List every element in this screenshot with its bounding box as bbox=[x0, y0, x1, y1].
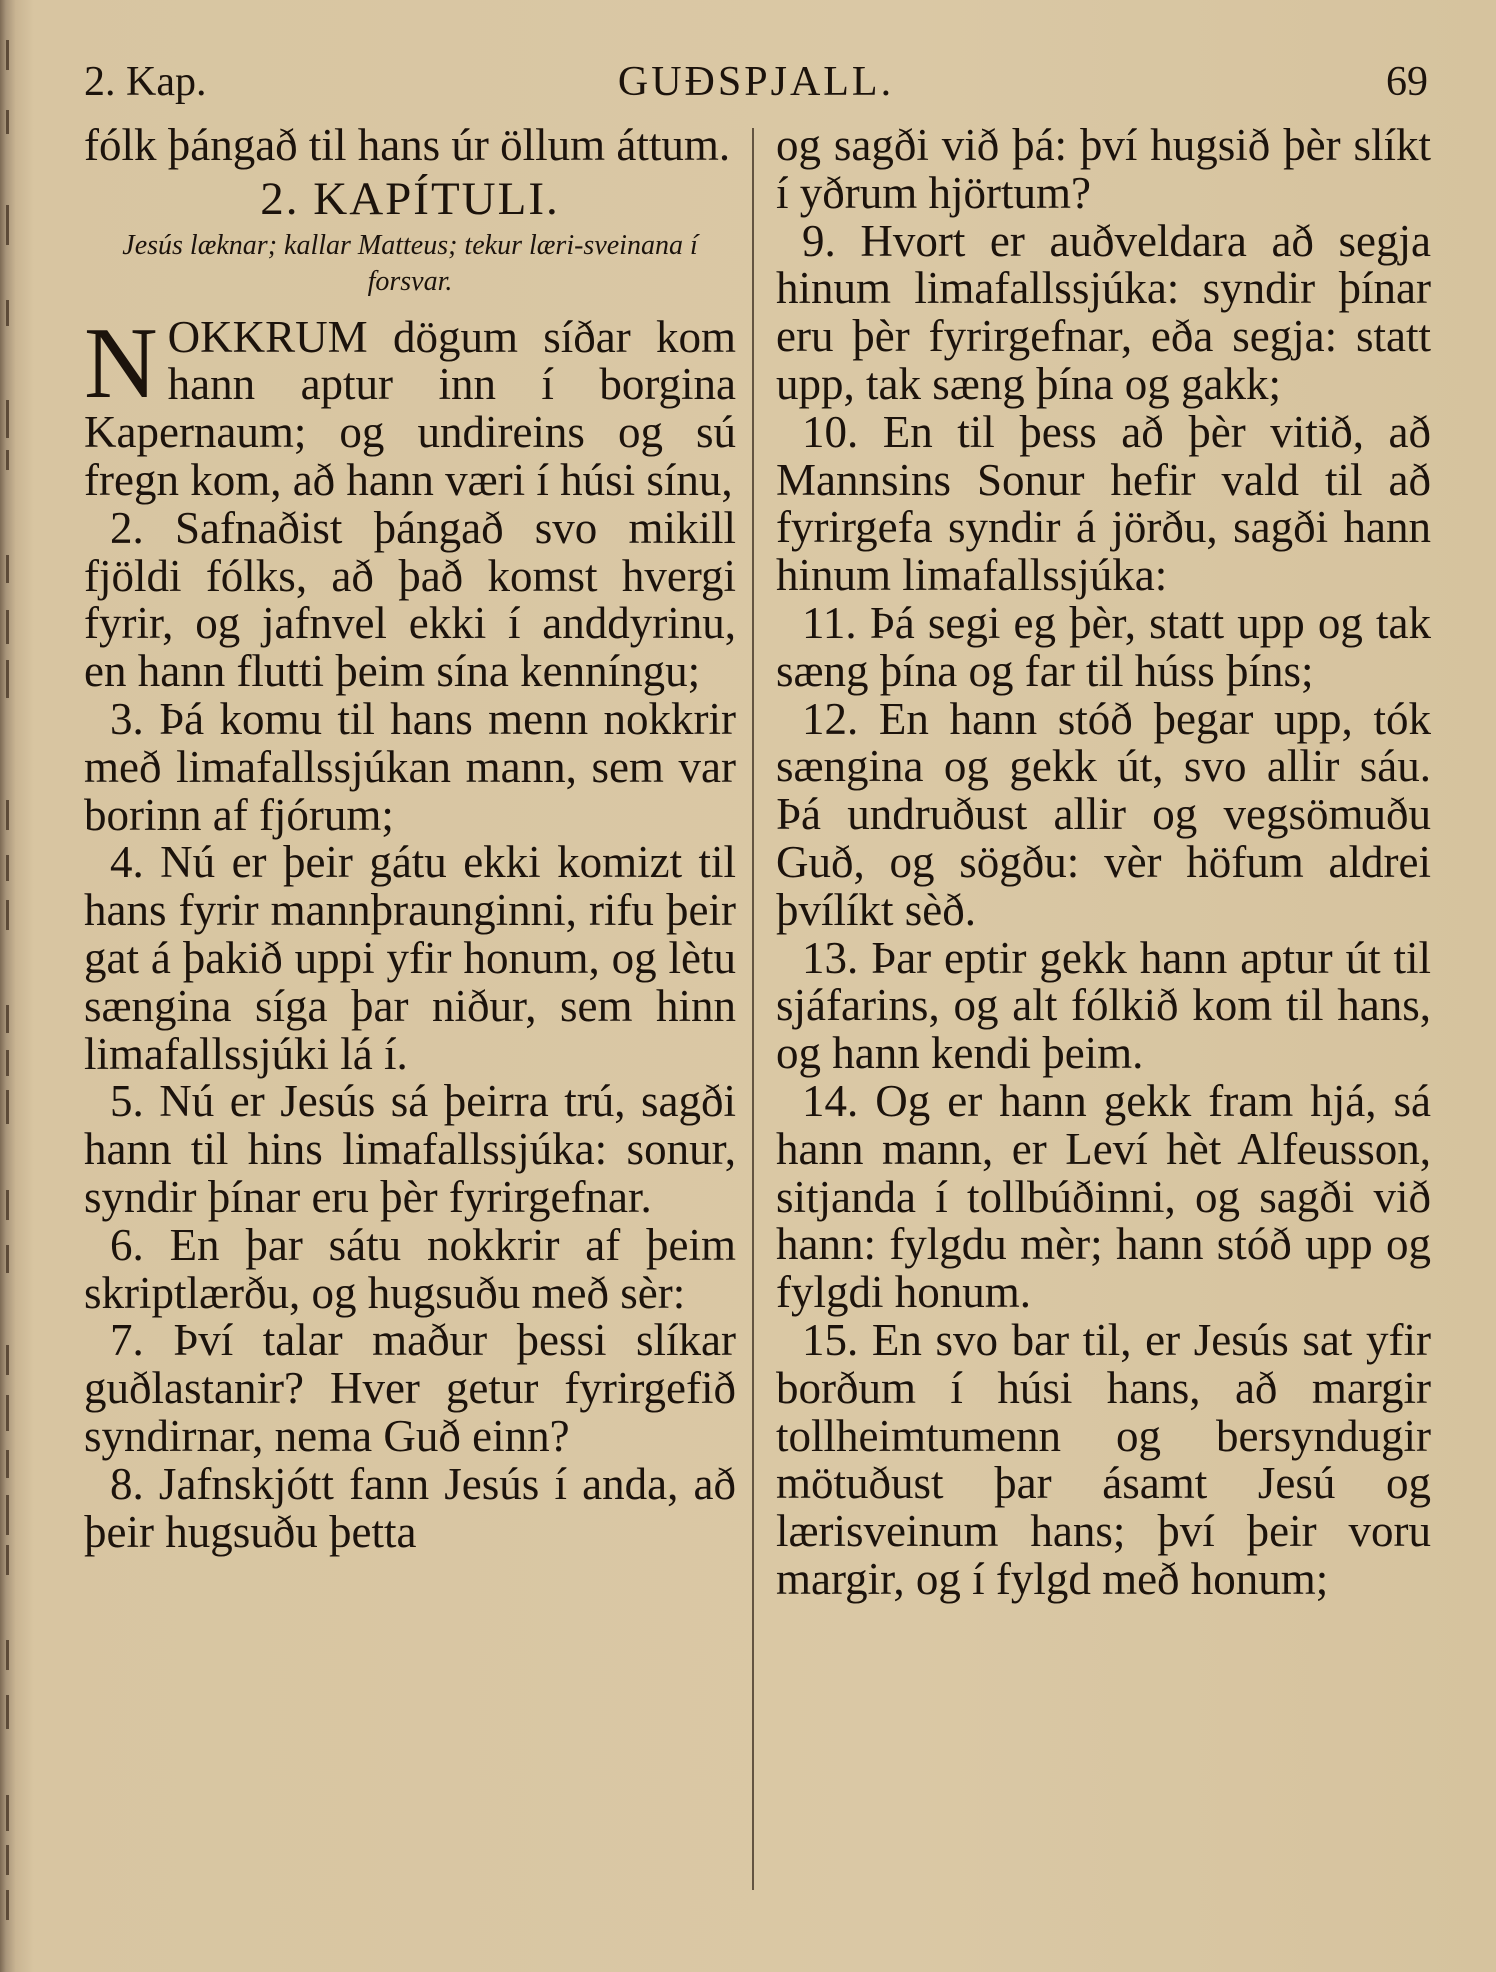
drop-cap: N bbox=[84, 306, 158, 420]
verse: 9. Hvort er auðveldara að segja hinum limafallssjúka: syndir þínar eru þèr fyrirgefnar, eða segja: statt upp, tak sæng þína og gakk; bbox=[776, 215, 1431, 409]
chapter-summary: Jesús læknar; kallar Matteus; tekur læri-sveinana í forsvar. bbox=[122, 229, 698, 297]
page-gutter bbox=[0, 0, 20, 1972]
continuation-text: fólk þángað til hans úr öllum áttum. bbox=[84, 120, 731, 170]
verse: 5. Nú er Jesús sá þeirra trú, sagði hann til hins limafallssjúka: sonur, syndir þínar eru þèr fyrirgefnar. bbox=[84, 1076, 736, 1222]
right-column bbox=[776, 122, 1431, 1604]
chapter-heading: 2. KAPÍTULI. bbox=[260, 172, 560, 225]
chapter-marker: 2. Kap. bbox=[84, 59, 207, 105]
verse: 13. Þar eptir gekk hann aptur út til sjáfarins, og alt fólkið kom til hans, og hann kendi þeim. bbox=[776, 932, 1431, 1079]
opening-paragraph bbox=[84, 306, 736, 505]
running-header bbox=[84, 58, 1428, 108]
verse: 11. Þá segi eg þèr, statt upp og tak sæng þína og far til húss þíns; bbox=[776, 597, 1431, 696]
verse: 10. En til þess að þèr vitið, að Mannsins Sonur hefir vald til að fyrirgefa syndir á jörðu, sagði hann hinum limafallssjúka: bbox=[776, 406, 1431, 601]
verse: 3. Þá komu til hans menn nokkrir með limafallssjúkan mann, sem var borinn af fjórum; bbox=[84, 693, 736, 840]
verse: 4. Nú er þeir gátu ekki komizt til hans fyrir mannþraunginni, rifu þeir gat á þakið uppi yfir honum, og lètu sængina síga þar niður, sem hinn limafallssjúki lá í. bbox=[84, 837, 736, 1079]
left-column bbox=[84, 122, 736, 1556]
page-number: 69 bbox=[1386, 59, 1428, 105]
opening-text: OKKRUM dögum síðar kom hann aptur inn í borgina Kapernaum; og undireins og sú fregn kom, að hann væri í húsi sínu, bbox=[84, 311, 736, 505]
continuation-text: og sagði við þá: því hugsið þèr slíkt í yðrum hjörtum? bbox=[776, 120, 1431, 218]
verse: 7. Því talar maður þessi slíkar guðlastanir? Hver getur fyrirgefið syndirnar, nema Guð einn? bbox=[84, 1315, 736, 1461]
verse: 8. Jafnskjótt fann Jesús í anda, að þeir hugsuðu þetta bbox=[84, 1458, 736, 1557]
verse: 12. En hann stóð þegar upp, tók sængina og gekk út, svo allir sáu. Þá undruðust allir og vegsömuðu Guð, og sögðu: vèr höfum aldrei þvílíkt sèð. bbox=[776, 693, 1431, 935]
column-divider bbox=[752, 128, 754, 1890]
verse: 14. Og er hann gekk fram hjá, sá hann mann, er Leví hèt Alfeusson, sitjanda í tollbúðinni, og sagði við hann: fylgdu mèr; hann stóð upp og fylgdi honum. bbox=[776, 1075, 1431, 1318]
running-title: GUÐSPJALL. bbox=[617, 59, 895, 105]
verse: 15. En svo bar til, er Jesús sat yfir borðum í húsi hans, að margir tollheimtumenn og bersyndugir mötuðust þar ásamt Jesú og lærisveinum hans; því þeir voru margir, og í fylgd með honum; bbox=[776, 1314, 1431, 1604]
verse: 6. En þar sátu nokkrir af þeim skriptlærðu, og hugsuðu með sèr: bbox=[84, 1219, 736, 1318]
verse: 2. Safnaðist þángað svo mikill fjöldi fólks, að það komst hvergi fyrir, og jafnvel ekki í anddyrinu, en hann flutti þeim sína kenníngu; bbox=[84, 502, 736, 697]
